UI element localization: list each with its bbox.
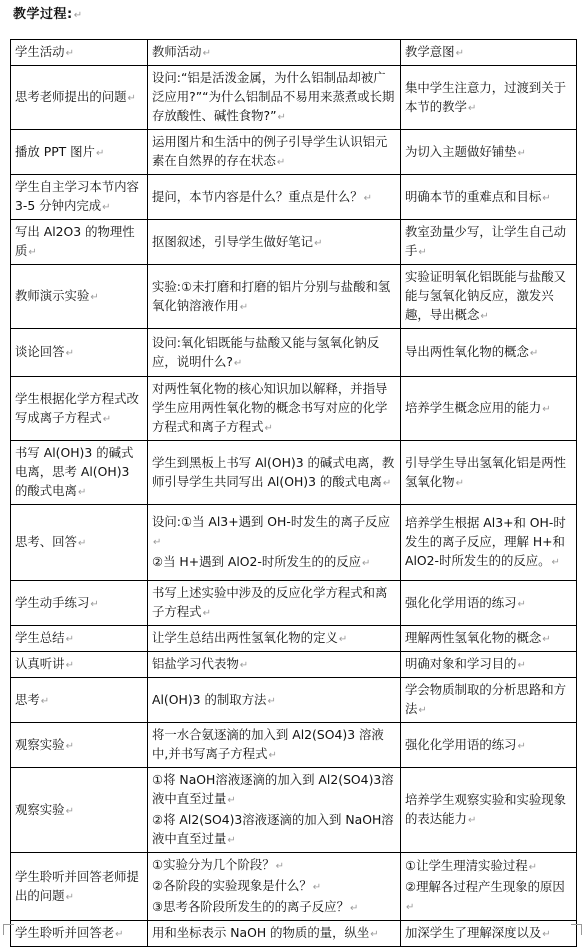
paragraph-mark-icon: ↵ (480, 311, 489, 322)
teacher-activity-cell (148, 678, 401, 723)
page-title: 教学过程:↵ (13, 7, 83, 22)
teaching-intent-cell-text: 培养学生观察实验和实验现象的表达能力↵ (405, 792, 567, 826)
teacher-activity-cell (148, 265, 401, 329)
teaching-intent-cell (401, 652, 577, 678)
teacher-activity-cell (148, 853, 401, 921)
table-row (11, 66, 577, 130)
teaching-intent-cell-text: 学会物质制取的分析思路和方法↵ (405, 682, 567, 716)
paragraph-mark-icon: ↵ (102, 413, 112, 425)
student-activity-cell (11, 220, 148, 265)
paragraph-mark-icon: ↵ (202, 48, 211, 59)
student-activity-cell-text: 谈论回答↵ (15, 344, 74, 359)
teacher-activity-cell (148, 441, 401, 505)
teacher-activity-cell-text: 学生到黑板上书写 Al(OH)3 的碱式电离，教师引导学生共同写出 Al(OH)3 的酸式电离↵ (152, 454, 395, 489)
paragraph-mark-icon: ↵ (338, 634, 348, 645)
teacher-activity-cell-text: ③思考各阶段所发生的的离子反应？↵ (152, 899, 359, 914)
teaching-intent-cell (401, 377, 577, 441)
teaching-intent-cell-text: 培养学生概念应用的能力↵ (405, 400, 551, 415)
student-activity-header-text: 学生活动 (15, 44, 65, 59)
page-corner-mark-right (571, 924, 582, 935)
table-row (11, 678, 577, 723)
table-row (11, 329, 577, 377)
student-activity-cell (11, 505, 148, 581)
student-activity-cell (11, 66, 148, 130)
paragraph-mark-icon: ↵ (77, 487, 87, 498)
teaching-intent-cell-text: 培养学生根据 Al3+和 OH-时发生的离子反应，理解 H+和 AlO2-时所发生的的反应。↵ (405, 515, 566, 568)
teacher-activity-cell (148, 175, 401, 220)
teaching-intent-header (401, 40, 577, 66)
teaching-intent-cell-text: 明确本节的重难点和目标↵ (405, 188, 551, 204)
student-activity-cell (11, 130, 148, 175)
student-activity-cell (11, 265, 148, 329)
table-row (11, 130, 577, 175)
student-activity-cell-text: 学生聆听并回答老↵ (15, 925, 124, 940)
teacher-activity-cell-text: ②将 Al2(SO4)3溶液逐滴的加入到 NaOH溶液中直至过量↵ (152, 812, 394, 846)
table-row (11, 175, 577, 220)
teaching-intent-cell-text: 实验证明氧化铝既能与盐酸又能与氢氧化钠反应，激发兴趣，导出概念↵ (405, 269, 567, 322)
paragraph-mark-icon: ↵ (467, 815, 477, 826)
student-activity-cell (11, 853, 148, 921)
paragraph-mark-icon: ↵ (95, 147, 105, 159)
teacher-activity-cell (148, 505, 401, 581)
table-row (11, 652, 577, 678)
teaching-intent-header-text: 教学意图 (405, 44, 455, 59)
student-activity-cell (11, 678, 148, 723)
paragraph-mark-icon: ↵ (276, 157, 286, 168)
student-activity-cell-text: 思考老师提出的问题↵ (15, 89, 136, 104)
teacher-activity-cell (148, 377, 401, 441)
student-activity-cell-text: 认真听讲↵ (15, 656, 74, 671)
paragraph-mark-icon: ↵ (418, 705, 427, 716)
student-activity-cell (11, 581, 148, 626)
paragraph-mark-icon: ↵ (542, 634, 551, 645)
teaching-intent-cell-text: 为切入主题做好铺垫↵ (405, 143, 526, 159)
table-row (11, 768, 577, 853)
student-activity-cell-text: 学生根据化学方程式改写成离子方程式↵ (15, 390, 139, 425)
paragraph-mark-icon: ↵ (65, 348, 74, 359)
teaching-intent-cell-text: 理解两性氢氧化物的概念↵ (405, 630, 551, 645)
teacher-activity-cell-text: ①将 NaOH溶液逐滴的加入到 Al2(SO4)3溶液中直至过量↵ (152, 772, 394, 806)
teaching-intent-cell (401, 768, 577, 853)
paragraph-mark-icon: ↵ (40, 695, 50, 707)
teaching-intent-cell-text: 强化化学用语的练习↵ (405, 736, 526, 752)
paragraph-mark-icon: ↵ (65, 740, 74, 752)
table-row (11, 723, 577, 768)
teaching-intent-cell-text: 集中学生注意力，过渡到关于本节的教学↵ (405, 79, 567, 114)
teacher-activity-cell (148, 768, 401, 853)
table-row (11, 921, 577, 947)
paragraph-mark-icon: ↵ (528, 862, 538, 873)
teacher-activity-cell (148, 130, 401, 175)
student-activity-cell-text: 思考↵ (15, 691, 50, 707)
teacher-activity-cell-text: ②当 H+遇到 AlO2-时所发生的的反应↵ (152, 554, 371, 569)
paragraph-mark-icon: ↵ (455, 477, 464, 489)
teacher-activity-header (148, 40, 401, 66)
teaching-intent-cell-text: 引导学生导出氢氧化铝是两性氢氧化物↵ (405, 454, 567, 489)
teaching-intent-cell (401, 441, 577, 505)
paragraph-mark-icon: ↵ (418, 247, 427, 258)
paragraph-mark-icon: ↵ (275, 861, 285, 872)
table-header-row (11, 40, 577, 66)
student-activity-cell-text: 写出 Al2O3 的物理性质↵ (15, 224, 135, 258)
paragraph-mark-icon: ↵ (239, 660, 249, 671)
teaching-intent-cell-text: 加深学生了理解深度以及↵ (405, 925, 551, 940)
paragraph-mark-icon: ↵ (233, 357, 243, 369)
teaching-intent-cell (401, 505, 577, 581)
teacher-activity-cell (148, 66, 401, 130)
teacher-activity-cell-text: 设问:氧化铝既能与盐酸又能与氢氧化钠反应，说明什么?↵ (152, 334, 380, 369)
student-activity-cell (11, 441, 148, 505)
teacher-activity-cell-text: ①实验分为几个阶段？↵ (152, 857, 285, 872)
teaching-intent-cell-text: ②理解各过程产生现象的原因↵ (405, 879, 565, 913)
student-activity-cell-text: 学生聆听并回答老师提出的问题↵ (15, 868, 139, 903)
student-activity-header (11, 40, 148, 66)
student-activity-cell-text: 学生动手练习↵ (15, 594, 99, 610)
teaching-intent-cell (401, 130, 577, 175)
paragraph-mark-icon: ↵ (277, 112, 286, 123)
teaching-intent-cell-text: 强化化学用语的练习↵ (405, 594, 526, 610)
student-activity-cell-text: 观察实验↵ (15, 736, 74, 752)
paragraph-mark-icon: ↵ (239, 301, 249, 313)
paragraph-mark-icon: ↵ (268, 750, 277, 761)
student-activity-cell-text: 书写 Al(OH)3 的碱式电离，思考 Al(OH)3 的酸式电离↵ (15, 445, 134, 498)
student-activity-cell (11, 175, 148, 220)
paragraph-mark-icon: ↵ (65, 891, 74, 903)
paragraph-mark-icon: ↵ (314, 237, 323, 249)
teacher-activity-cell-text: 对两性氧化物的核心知识加以解释，并指导学生应用两性氧化物的概念书写对应的化学方程式和离子方程式↵ (152, 381, 388, 434)
paragraph-mark-icon: ↵ (362, 558, 371, 569)
teacher-activity-cell-text: 提问，本节内容是什么？重点是什么？↵ (152, 188, 373, 204)
teaching-intent-cell (401, 626, 577, 652)
teaching-intent-cell (401, 265, 577, 329)
teaching-intent-cell (401, 853, 577, 921)
table-row (11, 265, 577, 329)
paragraph-mark-icon: ↵ (542, 192, 551, 204)
paragraph-mark-icon: ↵ (65, 634, 74, 645)
student-activity-cell (11, 921, 148, 947)
student-activity-cell (11, 377, 148, 441)
paragraph-mark-icon: ↵ (467, 102, 477, 114)
paragraph-mark-icon: ↵ (65, 48, 74, 59)
paragraph-mark-icon: ↵ (517, 660, 526, 671)
student-activity-cell-text: 学生自主学习本节内容 3-5 分钟内完成↵ (15, 179, 139, 213)
paragraph-mark-icon: ↵ (77, 538, 87, 549)
table-row (11, 626, 577, 652)
student-activity-cell-text: 学生总结↵ (15, 630, 74, 645)
paragraph-mark-icon: ↵ (542, 929, 551, 940)
teacher-activity-cell-text: Al(OH)3 的制取方法↵ (152, 691, 276, 707)
teacher-activity-cell-text: 设问:①当 Al3+遇到 OH-时发生的离子反应↵ (152, 514, 390, 548)
paragraph-mark-icon: ↵ (73, 10, 83, 21)
teacher-activity-cell (148, 581, 401, 626)
paragraph-mark-icon: ↵ (517, 598, 526, 610)
student-activity-cell (11, 768, 148, 853)
teaching-intent-cell (401, 581, 577, 626)
paragraph-mark-icon: ↵ (227, 795, 236, 806)
teaching-intent-cell-text: 明确对象和学习目的↵ (405, 656, 526, 671)
paragraph-mark-icon: ↵ (90, 598, 99, 610)
paragraph-mark-icon: ↵ (102, 202, 111, 213)
teaching-intent-cell (401, 220, 577, 265)
paragraph-mark-icon: ↵ (127, 93, 136, 104)
teacher-activity-cell (148, 220, 401, 265)
student-activity-cell (11, 329, 148, 377)
table-row (11, 441, 577, 505)
paragraph-mark-icon: ↵ (517, 147, 526, 159)
teacher-activity-header-text: 教师活动 (152, 44, 202, 59)
teacher-activity-cell-text: 将一水合氨逐滴的加入到 Al2(SO4)3 溶液中,并书写离子方程式↵ (152, 727, 384, 761)
student-activity-cell-text: 教师演示实验↵ (15, 288, 99, 303)
paragraph-mark-icon: ↵ (529, 348, 539, 359)
paragraph-mark-icon: ↵ (370, 929, 379, 940)
paragraph-mark-icon: ↵ (382, 477, 392, 489)
teacher-activity-cell-text: 运用图片和生活中的例子引导学生认识铝元素在自然界的存在状态↵ (152, 134, 388, 168)
teacher-activity-cell-text: 让学生总结出两性氢氧化物的定义↵ (152, 630, 348, 645)
teaching-intent-cell (401, 329, 577, 377)
paragraph-mark-icon: ↵ (517, 740, 526, 752)
teaching-intent-cell (401, 175, 577, 220)
teacher-activity-cell (148, 652, 401, 678)
paragraph-mark-icon: ↵ (65, 805, 74, 817)
table-row (11, 220, 577, 265)
paragraph-mark-icon: ↵ (90, 292, 99, 303)
table-row (11, 377, 577, 441)
teaching-intent-cell (401, 66, 577, 130)
teaching-intent-cell-text: ①让学生理清实验过程↵ (405, 858, 538, 873)
paragraph-mark-icon: ↵ (28, 247, 37, 258)
student-activity-cell-text: 播放 PPT 图片↵ (15, 143, 105, 159)
page-corner-mark-left (3, 924, 14, 935)
paragraph-mark-icon: ↵ (406, 902, 415, 913)
paragraph-mark-icon: ↵ (115, 929, 124, 940)
student-activity-cell-text: 思考、回答↵ (15, 534, 87, 549)
teacher-activity-cell-text: 实验:①未打磨和打磨的铝片分别与盐酸和氢氧化钠溶液作用↵ (152, 278, 391, 313)
teaching-intent-cell (401, 921, 577, 947)
teacher-activity-cell-text: 用和坐标表示 NaOH 的物质的量，纵坐↵ (152, 925, 379, 940)
teaching-intent-cell (401, 678, 577, 723)
paragraph-mark-icon: ↵ (264, 423, 273, 434)
paragraph-mark-icon: ↵ (202, 608, 211, 619)
student-activity-cell (11, 723, 148, 768)
teacher-activity-cell (148, 921, 401, 947)
teaching-intent-cell-text: 教室劲量少写，让学生自己动手↵ (405, 224, 567, 258)
student-activity-cell (11, 652, 148, 678)
paragraph-mark-icon: ↵ (227, 835, 236, 846)
teacher-activity-cell (148, 626, 401, 652)
paragraph-mark-icon: ↵ (312, 882, 322, 893)
paragraph-mark-icon: ↵ (455, 48, 464, 59)
table-row (11, 505, 577, 581)
table-row (11, 581, 577, 626)
teaching-intent-cell (401, 723, 577, 768)
table-row (11, 853, 577, 921)
paragraph-mark-icon: ↵ (542, 404, 551, 415)
teacher-activity-cell-text: ②各阶段的实验现象是什么？↵ (152, 878, 322, 893)
paragraph-mark-icon: ↵ (349, 903, 359, 914)
teacher-activity-cell-text: 书写上述实验中涉及的反应化学方程式和离子方程式↵ (152, 585, 388, 619)
teacher-activity-cell-text: 设问:“铝是活泼金属，为什么铝制品却被广泛应用?”“为什么铝制品不易用来蒸煮或长期存放酸性、碱性食物?”↵ (152, 70, 395, 123)
teacher-activity-cell-text: 抠图叙述，引导学生做好笔记↵ (152, 233, 323, 249)
paragraph-mark-icon: ↵ (267, 695, 276, 707)
teacher-activity-cell-text: 铝盐学习代表物↵ (152, 656, 249, 671)
student-activity-cell-text: 观察实验↵ (15, 801, 74, 817)
student-activity-cell (11, 626, 148, 652)
lesson-plan-table (10, 39, 577, 947)
paragraph-mark-icon: ↵ (363, 192, 373, 204)
paragraph-mark-icon: ↵ (153, 537, 162, 548)
teacher-activity-cell (148, 329, 401, 377)
teaching-intent-cell-text: 导出两性氧化物的概念↵ (405, 344, 539, 359)
paragraph-mark-icon: ↵ (65, 660, 74, 671)
teacher-activity-cell (148, 723, 401, 768)
paragraph-mark-icon: ↵ (551, 557, 560, 568)
